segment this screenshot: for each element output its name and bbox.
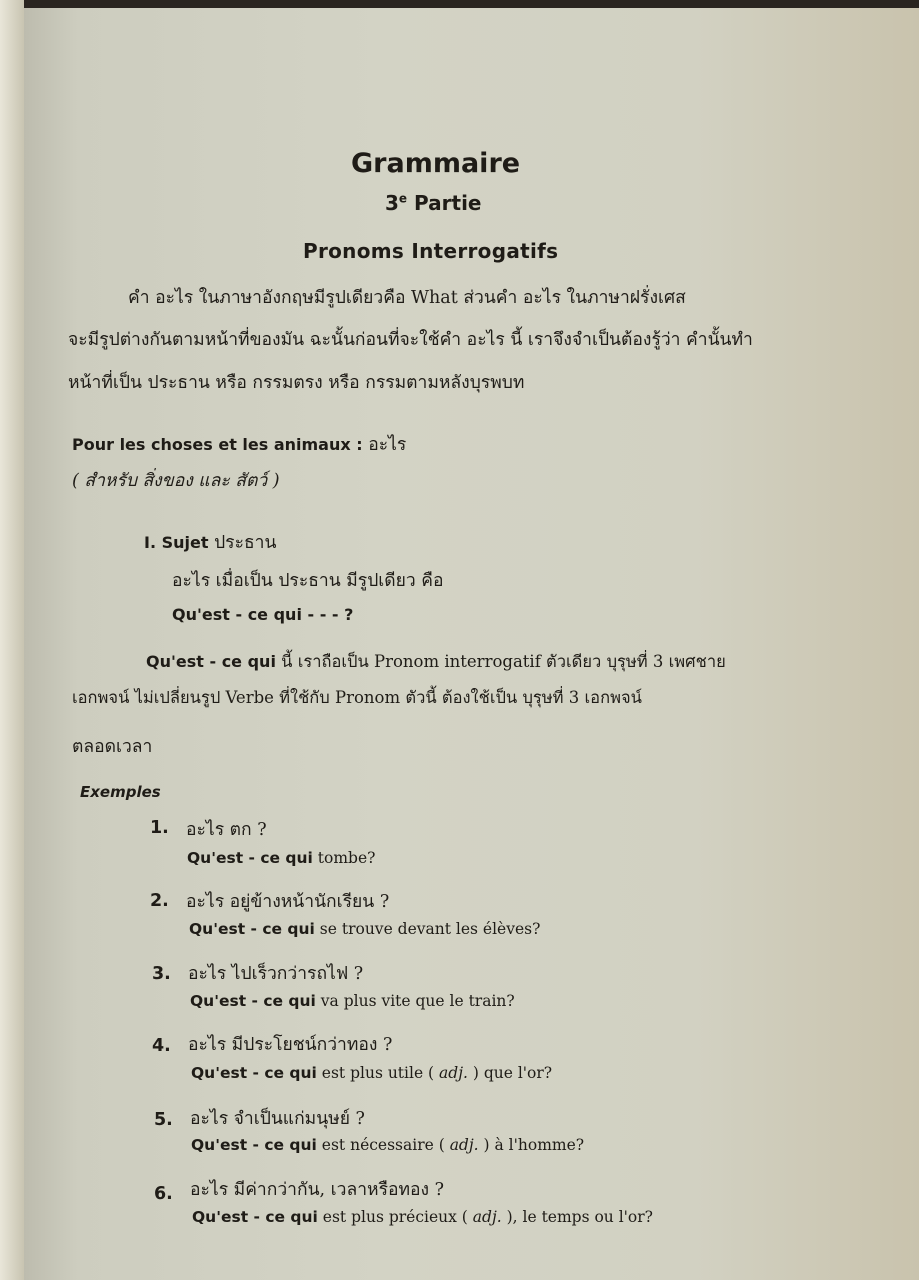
example-french-rest: va plus vite que le train?	[315, 992, 515, 1010]
explain-lead: Qu'est - ce qui	[146, 652, 276, 671]
example-number: 5.	[154, 1110, 173, 1130]
book-page	[24, 8, 919, 1280]
example-french-rest: est plus précieux (	[317, 1208, 473, 1226]
example-thai: อะไร อยู่ข้างหน้านักเรียน ?	[186, 892, 390, 912]
example-thai: อะไร ไปเร็วกว่ารถไฟ ?	[188, 964, 364, 984]
sujet-thai: ประธาน	[208, 533, 277, 553]
adjacent-page-edge	[0, 0, 24, 1280]
example-french	[189, 920, 540, 938]
choses-thai: อะไร	[362, 435, 407, 455]
explain-line-1	[146, 649, 726, 675]
example-question-word: Qu'est - ce qui	[190, 992, 316, 1010]
example-french	[187, 849, 375, 867]
section-heading: Pronoms Interrogatifs	[303, 239, 559, 263]
example-french-rest: est nécessaire (	[316, 1136, 450, 1154]
example-french-rest: tombe?	[312, 849, 376, 867]
example-question-word: Qu'est - ce qui	[189, 920, 315, 938]
example-adj: adj.	[439, 1064, 468, 1082]
choses-heading	[72, 430, 406, 458]
sujet-label: I. Sujet	[144, 533, 209, 552]
example-thai: อะไร ตก ?	[186, 820, 267, 840]
example-french	[192, 1208, 653, 1226]
example-french	[191, 1136, 584, 1154]
examples-label: Exemples	[80, 783, 161, 801]
page-title: Grammaire	[351, 148, 521, 179]
example-french-tail: ) à l'homme?	[478, 1136, 585, 1154]
sujet-heading	[144, 528, 276, 556]
example-adj: adj.	[472, 1208, 502, 1226]
choses-subtitle: ( สำหรับ สิ่งของ และ สัตว์ )	[72, 471, 280, 491]
intro-line-3: หน้าที่เป็น ประธาน หรือ กรรมตรง หรือ กรรมตามหลังบุรพบท	[68, 373, 525, 393]
example-number: 6.	[154, 1184, 173, 1204]
example-thai: อะไร มีประโยชน์กว่าทอง ?	[188, 1035, 393, 1055]
example-thai: อะไร มีค่ากว่ากัน, เวลาหรือทอง ?	[190, 1180, 445, 1200]
example-question-word: Qu'est - ce qui	[187, 849, 313, 867]
part-number: 3	[385, 191, 399, 215]
part-word: Partie	[414, 191, 482, 215]
explain-text-1: นี้ เราถือเป็น Pronom interrogatif ตัวเดียว บุรุษที่ 3 เพศชาย	[275, 652, 726, 671]
intro-line-1: คำ อะไร ในภาษาอังกฤษมีรูปเดียวคือ What ส่วนคำ อะไร ในภาษาฝรั่งเศส	[128, 288, 686, 308]
example-number: 4.	[152, 1036, 171, 1056]
example-french	[191, 1064, 552, 1082]
sujet-line: อะไร เมื่อเป็น ประธาน มีรูปเดียว คือ	[172, 571, 444, 591]
example-number: 1.	[150, 818, 169, 838]
example-number: 2.	[150, 891, 169, 911]
choses-label: Pour les choses et les animaux :	[72, 435, 363, 454]
explain-line-2: เอกพจน์ ไม่เปลี่ยนรูป Verbe ที่ใช้กับ Pronom ตัวนี้ ต้องใช้เป็น บุรุษที่ 3 เอกพจน์	[72, 688, 642, 707]
example-question-word: Qu'est - ce qui	[191, 1136, 317, 1154]
example-french-rest: est plus utile (	[316, 1064, 440, 1082]
example-adj: adj.	[449, 1136, 479, 1154]
example-french-tail: ) que l'or?	[467, 1064, 553, 1082]
example-french	[190, 992, 515, 1010]
explain-line-3: ตลอดเวลา	[72, 737, 153, 757]
example-question-word: Qu'est - ce qui	[192, 1208, 318, 1226]
example-french-tail: ), le temps ou l'or?	[501, 1208, 653, 1226]
example-question-word: Qu'est - ce qui	[191, 1064, 317, 1082]
part-heading	[385, 191, 482, 215]
intro-line-2: จะมีรูปต่างกันตามหน้าที่ของมัน ฉะนั้นก่อนที่จะใช้คำ อะไร นี้ เราจึงจำเป็นต้องรู้ว่า คำนั้นทำ	[68, 330, 753, 350]
example-number: 3.	[152, 964, 171, 984]
part-superscript: e	[398, 191, 408, 206]
example-thai: อะไร จำเป็นแก่มนุษย์ ?	[190, 1109, 365, 1129]
sujet-form: Qu'est - ce qui - - - ?	[172, 605, 354, 624]
example-french-rest: se trouve devant les élèves?	[314, 920, 541, 938]
